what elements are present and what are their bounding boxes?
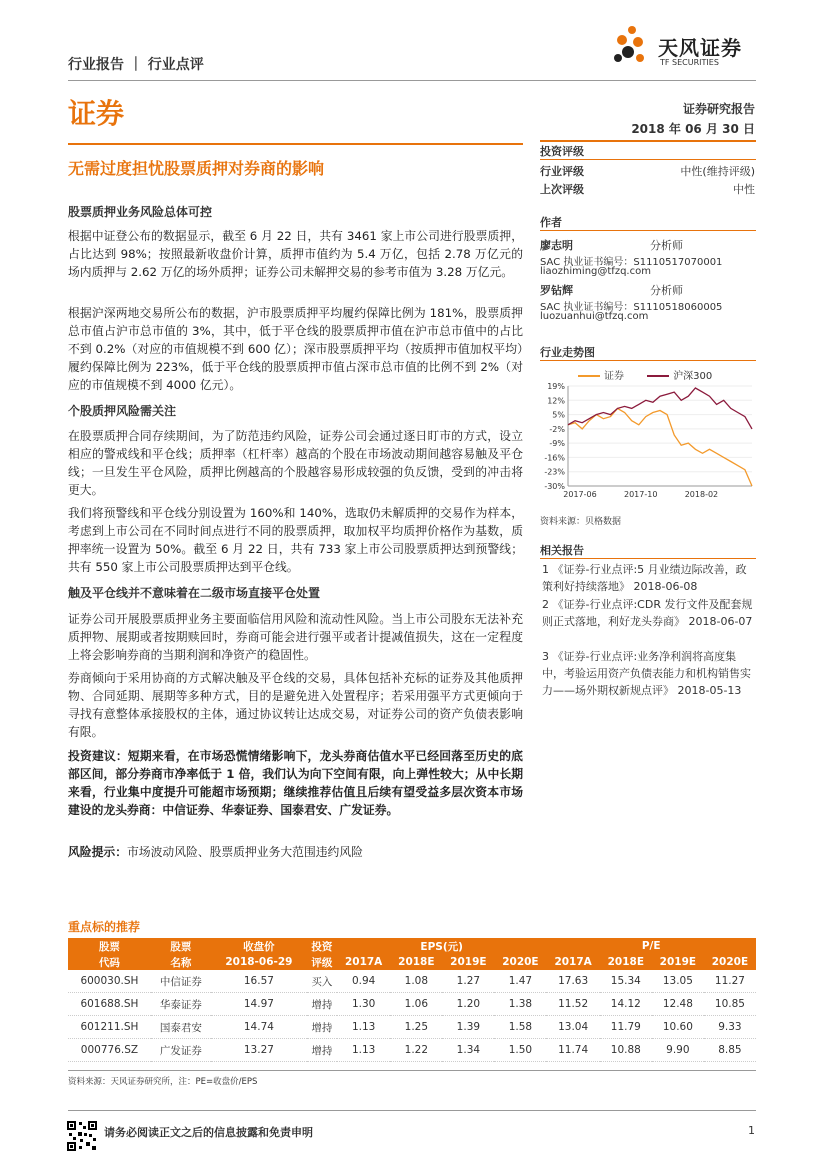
page-number: 1 [748, 1124, 755, 1137]
table-cell: 增持 [307, 993, 337, 1016]
related-item-1[interactable]: 1 《证券-行业点评:5 月业绩边际改善，政策利好持续落地》 2018-06-08 [542, 563, 747, 593]
table-cell: 1.13 [337, 1016, 390, 1039]
section-title-2: 个股质押风险需关注 [68, 404, 177, 418]
y-tick-label: -9% [549, 439, 565, 449]
table-cell: 15.34 [600, 970, 652, 993]
stocks-header-row-2 [68, 954, 756, 970]
advice-label: 投资建议： [68, 749, 128, 763]
stocks-table [68, 938, 756, 1062]
trend-source: 资料来源：贝格数据 [540, 517, 622, 527]
x-tick-label: 2017-10 [624, 490, 658, 499]
headline: 无需过度担忧股票质押对券商的影响 [68, 159, 325, 178]
trend-heading: 行业走势图 [540, 346, 595, 359]
table-cell: 14.12 [600, 993, 652, 1016]
table-cell: 9.33 [704, 1016, 756, 1039]
risk-text: 市场波动风险、股票质押业务大范围违约风险 [127, 845, 363, 859]
related-item-2[interactable]: 2 《证券-行业点评:CDR 发行文件及配套规则正式落地，利好龙头券商》 2018-06-07 [542, 598, 753, 628]
y-tick-label: 12% [547, 396, 565, 406]
paragraph-4: 我们将预警线和平仓线分别设置为 160%和 140%，选取仍未解质押的交易作为样本，考虑到上市公司在不同时间点进行不同的股票质押，取加权平均质押价格作为基数，质押率统一设置为 50%。截至 6 月 22 日，共有 733 家上市公司股票质押达到预警线；共有 550 家上市公司股票质押达到平仓线。 [68, 506, 523, 574]
qr-code-icon [66, 1120, 98, 1152]
col-price-2: 2018-06-29 [211, 954, 307, 970]
table-cell: 16.57 [211, 970, 307, 993]
rating-divider [540, 159, 756, 160]
risk-warning [68, 843, 523, 861]
section-title-3: 触及平仓线并不意味着在二级市场直接平仓处置 [68, 586, 321, 600]
col-pe: P/E [546, 938, 756, 954]
table-cell: 9.90 [652, 1039, 704, 1062]
paragraph-5: 证券公司开展股票质押业务主要面临信用风险和流动性风险。当上市公司股东无法补充质押物、展期或者按期赎回时，券商可能会进行强平或者计提减值损失，这在一定程度上将会影响券商的当期利润和净资产的稳固性。 [68, 612, 523, 662]
col-name: 股票 [151, 938, 211, 954]
stocks-heading: 重点标的推荐 [68, 920, 141, 934]
table-cell: 增持 [307, 1016, 337, 1039]
logo [610, 24, 760, 72]
table-cell: 广发证券 [151, 1039, 211, 1062]
table-cell: 华泰证券 [151, 993, 211, 1016]
table-cell: 13.05 [652, 970, 704, 993]
legend-hs300-label: 沪深300 [673, 371, 713, 382]
table-row [68, 993, 756, 1016]
logo-subtext: TF SECURITIES [660, 58, 719, 67]
table-cell: 14.97 [211, 993, 307, 1016]
table-cell: 11.27 [704, 970, 756, 993]
table-cell: 12.48 [652, 993, 704, 1016]
paragraph-6: 券商倾向于采用协商的方式解决触及平仓线的交易，具体包括补充标的证券及其他质押物、合同延期、展期等多种方式，目的是避免进入处置程序；若采用强平方式更倾向于寻找有意整体承接股权的主体，通过协议转让达成交易，对证券公司的资产负债表影响有限。 [68, 671, 523, 739]
author-title-2: 分析师 [650, 284, 683, 297]
trend-chart [540, 380, 756, 500]
table-row [68, 970, 756, 993]
table-cell: 增持 [307, 1039, 337, 1062]
table-cell: 1.34 [442, 1039, 494, 1062]
report-type: 证券研究报告 [682, 102, 755, 116]
table-cell: 601688.SH [68, 993, 151, 1016]
col-eps: EPS(元) [337, 938, 546, 954]
advice-text: 短期来看，在市场恐慌情绪影响下，龙头券商估值水平已经回落至历史的底部区间，部分券商市净率低于 1 倍，我们认为向下空间有限，向上弹性较大；从中长期来看，行业集中度提升可能超市场预期；继续推荐估值且后续有望受益多层次资本市场建设的龙头券商：中信证券、华泰证券、国泰君安、广发证券。 [68, 749, 523, 817]
y-tick-label: -30% [544, 482, 565, 491]
rating-heading: 投资评级 [540, 145, 584, 158]
rating-value-1: 中性(维持评级) [680, 165, 755, 178]
table-cell: 600030.SH [68, 970, 151, 993]
author-email-2[interactable]: luozuanhui@tfzq.com [540, 311, 649, 322]
rating-label-2: 上次评级 [540, 183, 584, 196]
table-cell: 中信证券 [151, 970, 211, 993]
author-title-1: 分析师 [650, 239, 683, 252]
legend-securities-label: 证券 [604, 371, 624, 382]
table-cell: 8.85 [704, 1039, 756, 1062]
authors-divider [540, 230, 756, 231]
report-date: 2018 年 06 月 30 日 [631, 122, 755, 136]
table-cell: 1.20 [442, 993, 494, 1016]
industry-title: 证券 [68, 97, 125, 130]
author-cert-2: SAC 执业证书编号：S1110518060005 [540, 302, 723, 313]
table-cell: 000776.SZ [68, 1039, 151, 1062]
related-item-3[interactable]: 3 《证券-行业点评:业务净利润将高度集中，考验运用资产负债表能力和机构销售实力——场外期权新规点评》 2018-05-13 [542, 650, 751, 697]
table-cell: 0.94 [337, 970, 390, 993]
legend-securities-swatch [578, 375, 600, 377]
paragraph-3: 在股票质押合同存续期间，为了防范违约风险，证券公司会通过逐日盯市的方式，设立相应的警戒线和平仓线；质押率（杠杆率）越高的个股在市场波动期间越容易触及平仓线；一旦发生平仓风险，质押比例越高的个股越容易形成较强的负反馈，受到的冲击将更大。 [68, 429, 523, 497]
table-cell: 1.13 [337, 1039, 390, 1062]
paragraph-2: 根据沪深两地交易所公布的数据，沪市股票质押平均履约保障比例为 181%，股票质押总市值占沪市总市值的 3%，其中，低于平仓线的股票质押市值在沪市总市值中的占比不到 0.2%（对应的市值规模不到 600 亿）；深市股票质押平均（按质押市值加权平均）履约保障比例为 223%，低于平仓线的股票质押市值占深市总市值的比例不到 2%（对应的市值规模不到 4000 亿元）。 [68, 306, 523, 392]
title-divider [68, 143, 523, 145]
col-year: 2019E [652, 954, 704, 970]
table-cell: 1.30 [337, 993, 390, 1016]
rating-value-2: 中性 [733, 183, 755, 196]
author-cert-1: SAC 执业证书编号：S1110517070001 [540, 257, 723, 268]
stocks-body [68, 970, 756, 1062]
table-cell: 1.38 [494, 993, 546, 1016]
footer-divider [68, 1110, 756, 1111]
stocks-note: 资料来源：天风证券研究所，注：PE=收盘价/EPS [68, 1077, 258, 1087]
table-cell: 1.08 [390, 970, 442, 993]
series-line-hs300 [568, 388, 752, 429]
col-name-2: 名称 [151, 954, 211, 970]
col-price: 收盘价 [211, 938, 307, 954]
col-year: 2020E [494, 954, 546, 970]
table-cell: 601211.SH [68, 1016, 151, 1039]
table-cell: 1.06 [390, 993, 442, 1016]
trend-divider [540, 360, 756, 361]
y-tick-label: 5% [552, 410, 565, 420]
author-name-1: 廖志明 [540, 239, 573, 252]
table-cell: 国泰君安 [151, 1016, 211, 1039]
table-cell: 13.04 [546, 1016, 599, 1039]
related-divider [540, 558, 756, 559]
col-code-2: 代码 [68, 954, 151, 970]
col-year: 2018E [390, 954, 442, 970]
rating-divider-top [540, 140, 756, 142]
table-row [68, 1016, 756, 1039]
table-cell: 10.60 [652, 1016, 704, 1039]
table-cell: 1.58 [494, 1016, 546, 1039]
col-code: 股票 [68, 938, 151, 954]
stocks-header-row-1 [68, 938, 756, 954]
y-tick-label: -16% [544, 453, 565, 463]
table-row [68, 1039, 756, 1062]
col-rating-2: 评级 [307, 954, 337, 970]
table-cell: 13.27 [211, 1039, 307, 1062]
risk-label: 风险提示： [68, 845, 127, 859]
related-heading: 相关报告 [540, 544, 584, 557]
author-email-1[interactable]: liaozhiming@tfzq.com [540, 266, 651, 277]
col-year: 2017A [337, 954, 390, 970]
table-cell: 11.79 [600, 1016, 652, 1039]
legend-hs300-swatch [647, 375, 669, 377]
y-tick-label: -2% [549, 424, 565, 434]
table-cell: 14.74 [211, 1016, 307, 1039]
col-year: 2017A [546, 954, 599, 970]
table-cell: 11.52 [546, 993, 599, 1016]
footer-disclaimer[interactable]: 请务必阅读正文之后的信息披露和免责申明 [104, 1126, 313, 1139]
logo-icon [610, 24, 654, 72]
y-tick-label: -23% [544, 467, 565, 477]
logo-text: 天风证券 [658, 36, 742, 60]
table-cell: 10.85 [704, 993, 756, 1016]
table-cell: 1.22 [390, 1039, 442, 1062]
rating-label-1: 行业评级 [540, 165, 584, 178]
header-divider [68, 80, 756, 81]
table-cell: 1.47 [494, 970, 546, 993]
table-cell: 11.74 [546, 1039, 599, 1062]
x-tick-label: 2018-02 [684, 490, 719, 499]
col-rating: 投资 [307, 938, 337, 954]
section-title-1: 股票质押业务风险总体可控 [68, 205, 213, 219]
paragraph-1: 根据中证登公布的数据显示，截至 6 月 22 日，共有 3461 家上市公司进行股票质押，占比达到 98%；按照最新收盘价计算，质押市值约为 5.4 万亿，包括 2.78 万亿元的场内质押与 2.62 万亿的场外质押；证券公司未解押交易的参考市值为 3.28 万亿元。 [68, 229, 523, 279]
table-cell: 17.63 [546, 970, 599, 993]
table-cell: 10.88 [600, 1039, 652, 1062]
table-cell: 1.39 [442, 1016, 494, 1039]
author-name-2: 罗钻辉 [540, 284, 573, 297]
breadcrumb: 行业报告 ｜ 行业点评 [68, 57, 204, 73]
table-cell: 1.27 [442, 970, 494, 993]
table-cell: 买入 [307, 970, 337, 993]
col-year: 2020E [704, 954, 756, 970]
col-year: 2019E [442, 954, 494, 970]
x-tick-label: 2017-06 [563, 490, 597, 499]
investment-advice [68, 747, 523, 819]
table-bottom-divider [68, 1070, 756, 1071]
table-cell: 1.25 [390, 1016, 442, 1039]
authors-heading: 作者 [540, 216, 562, 229]
table-cell: 1.50 [494, 1039, 546, 1062]
y-tick-label: 19% [547, 382, 565, 391]
series-line-securities [568, 408, 752, 486]
col-year: 2018E [600, 954, 652, 970]
